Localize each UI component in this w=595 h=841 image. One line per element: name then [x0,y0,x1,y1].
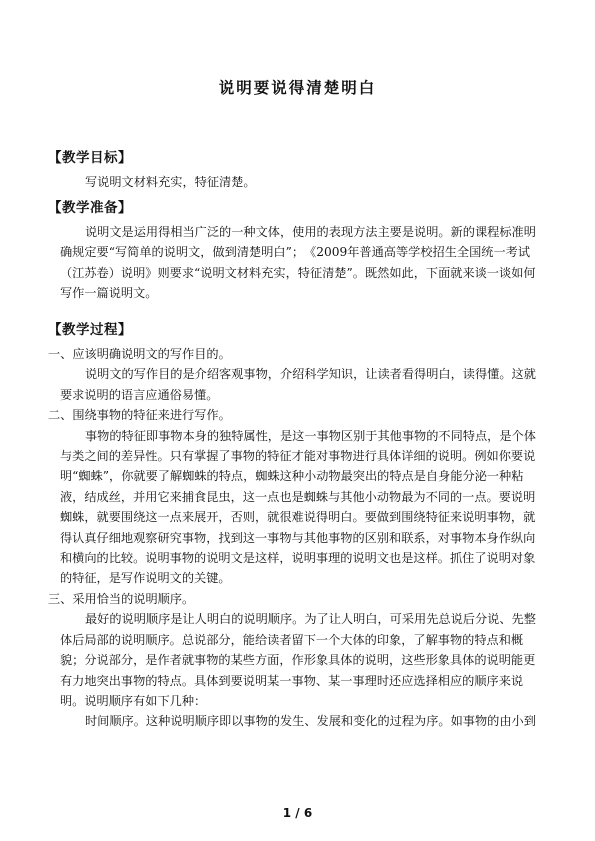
process-point-4-text: 时间顺序。这种说明顺序即以事物的发生、发展和变化的过程为序。如事物的由小到 [85,714,536,729]
process-point-3-title: 三、采用恰当的说明顺序。 [48,591,195,606]
process-body [48,344,540,732]
process-point-3-text: 最好的说明顺序是让人明白的说明顺序。为了让人明白，可采用先总说后分说、先整体后局部的说明顺序。总说部分，能给读者留下一个大体的印象，了解事物的特点和概貌；分说部分，是作者就事物的某些方面，作形象具体的说明，这些形象具体的说明能更有力地突出事物的特点。具体到要说明某一事物、某一事理时还应选择相应的顺序来说明。说明顺序有如下几种： [60,612,536,708]
process-heading: 【教学过程】 [48,322,132,338]
prep-text: 说明文是运用得相当广泛的一种文体，使用的表现方法主要是说明。新的课程标准明确规定要“写简单的说明文，做到清楚明白”； 《2009年普通高等学校招生全国统一考试（江苏卷）说明》则要求“说明文材料充实，特征清楚”。既然如此，下面就来谈一谈如何写作一篇说明文。 [60,225,536,301]
prep-heading: 【教学准备】 [48,200,132,216]
process-point-1-title: 一、应该明确说明文的写作目的。 [48,347,231,361]
page-number: 1 / 6 [282,806,313,820]
process-point-1-text: 说明文的写作目的是介绍客观事物，介绍科学知识，让读者看得明白，读得懂。这就要求说明的语言应通俗易懂。 [60,367,536,402]
process-point-2-text: 事物的特征即事物本身的独特属性，是这一事物区别于其他事物的不同特点，是个体与类之间的差异性。只有掌握了事物的特征才能对事物进行具体详细的说明。例如你要说明“蜘蛛”，你就要了解蜘蛛的特点，蜘蛛这种小动物最突出的特点是自身能分泌一种粘液，结成丝，并用它来捕食昆虫，这一点也是蜘蛛与其他小动物最为不同的一点。要说明蜘蛛，就要围绕这一点来展开，否则，就很难说得明白。要做到围绕特征来说明事物，就得认真仔细地观察研究事物，找到这一事物与其他事物的区别和联系，对事物本身作纵向和横向的比较。说明事物的说明文是这样，说明事理的说明文也是这样。抓住了说明对象的特征，是写作说明文的关键。 [60,428,536,586]
prep-body [60,222,540,304]
page-title: 说明要说得清楚明白 [218,79,377,97]
goal-body [60,172,540,192]
goal-text: 写说明文材料充实，特征清楚。 [85,175,256,189]
process-point-2-title: 二、围绕事物的特征来进行写作。 [48,408,231,423]
goal-heading: 【教学目标】 [48,150,132,166]
